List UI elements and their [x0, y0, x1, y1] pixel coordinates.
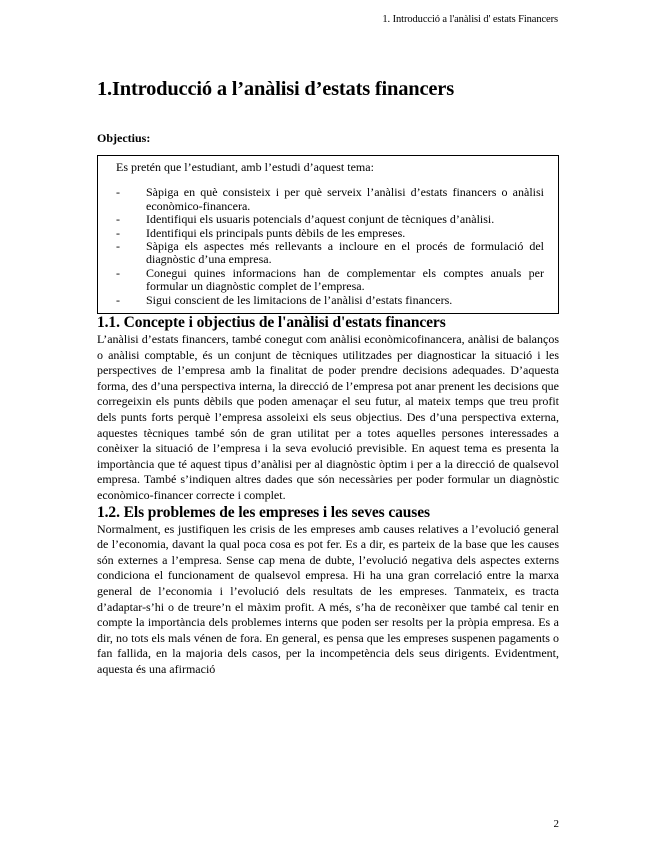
chapter-title: 1.Introducció a l’anàlisi d’estats financers [97, 78, 454, 100]
objectives-intro: Es pretén que l’estudiant, amb l’estudi d’aquest tema: [116, 160, 374, 174]
objective-item [116, 186, 544, 213]
running-header: 1. Introducció a l'anàlisi d' estats Financers [382, 14, 558, 25]
objective-item [116, 227, 544, 240]
objective-text: Sàpiga en què consisteix i per què serveix l’anàlisi d’estats financers o anàlisi econòmico-financera. [146, 185, 544, 213]
objectives-label: Objectius: [97, 131, 151, 145]
section-title: 1.2. Els problemes de les empreses i les seves causes [97, 503, 430, 521]
bullet-dash: - [116, 212, 120, 227]
bullet-dash: - [116, 292, 120, 307]
objective-item [116, 294, 544, 307]
objective-item [116, 240, 544, 267]
objectives-list [116, 186, 544, 307]
section-paragraph: Normalment, es justifiquen les crisis de les empreses amb causes relatives a l’evolució general de l’economia, davant la qual poca cosa es pot fer. Es a dir, es parteix de la base que les causes són externes a l’empresa. Sense cap mena de dubte, l’evolució negativa dels aspectes externs condiciona el funcionament de qualsevol empresa. Hi ha una gran correlació entre la marxa general de l’economia i l’evolució dels resultats de les empreses. Tanmateix, es tracta d’adaptar-s’hi o de treure’n el màxim profit. A més, s’ha de reconèixer que també cal tenir en compte la importància dels problemes interns que poden ser resolts per la pròpia empresa. Es a dir, no tots els mals vénen de fora. En general, es pensa que les empreses suspenen pagaments o fan fallida, en la majoria dels casos, per la incompetència dels seus dirigents. Evidentment, aquesta és una afirmació [97, 521, 559, 676]
bullet-dash: - [116, 265, 120, 280]
objectives-box [97, 155, 559, 314]
objective-text: Identifiqui els principals punts dèbils de les empreses. [146, 225, 406, 240]
objective-text: Identifiqui els usuaris potencials d’aquest conjunt de tècniques d’anàlisi. [146, 212, 495, 227]
section-title: 1.1. Concepte i objectius de l'anàlisi d'estats financers [97, 314, 446, 332]
objective-item [116, 213, 544, 226]
page-content [97, 78, 559, 678]
objective-text: Conegui quines informacions han de complementar els comptes anuals per formular un diagnòstic complet de l’empresa. [146, 265, 544, 294]
page-number: 2 [553, 818, 559, 830]
bullet-dash: - [116, 239, 120, 254]
objective-text: Sigui conscient de les limitacions de l’anàlisi d’estats financers. [146, 292, 453, 307]
bullet-dash: - [116, 185, 120, 200]
bullet-dash: - [116, 225, 120, 240]
objective-item [116, 267, 544, 294]
section-paragraph: L’anàlisi d’estats financers, també conegut com anàlisi econòmicofinancera, anàlisi de balanços o anàlisi comptable, és un conjunt de tècniques utilitzades per diagnosticar la situació i les perspectives de l’empresa amb la finalitat de poder prendre decisions adequades. D’aquesta forma, des d’una perspectiva interna, la direcció de l’empresa pot anar prenent les decisions que corregeixin els punts dèbils que poden amenaçar el seu futur, al mateix temps que treu profit dels punts forts perquè l’empresa assoleixi els seus objectius. Des d’una perspectiva externa, aquestes tècniques també són de gran utilitat per a totes aquelles persones interessades a conèixer la situació de l’empresa i la seva evolució previsible. En aquest tema es presenta la importància que té aquest tipus d’anàlisi per al diagnòstic òptim i per a la direcció de qualsevol empresa. També s’indiquen altres dades que són necessàries per poder formular un diagnòstic econòmico-financer correcte i complet. [97, 332, 559, 502]
objective-text: Sàpiga els aspectes més rellevants a incloure en el procés de formulació del diagnòstic d’una empresa. [146, 239, 544, 267]
